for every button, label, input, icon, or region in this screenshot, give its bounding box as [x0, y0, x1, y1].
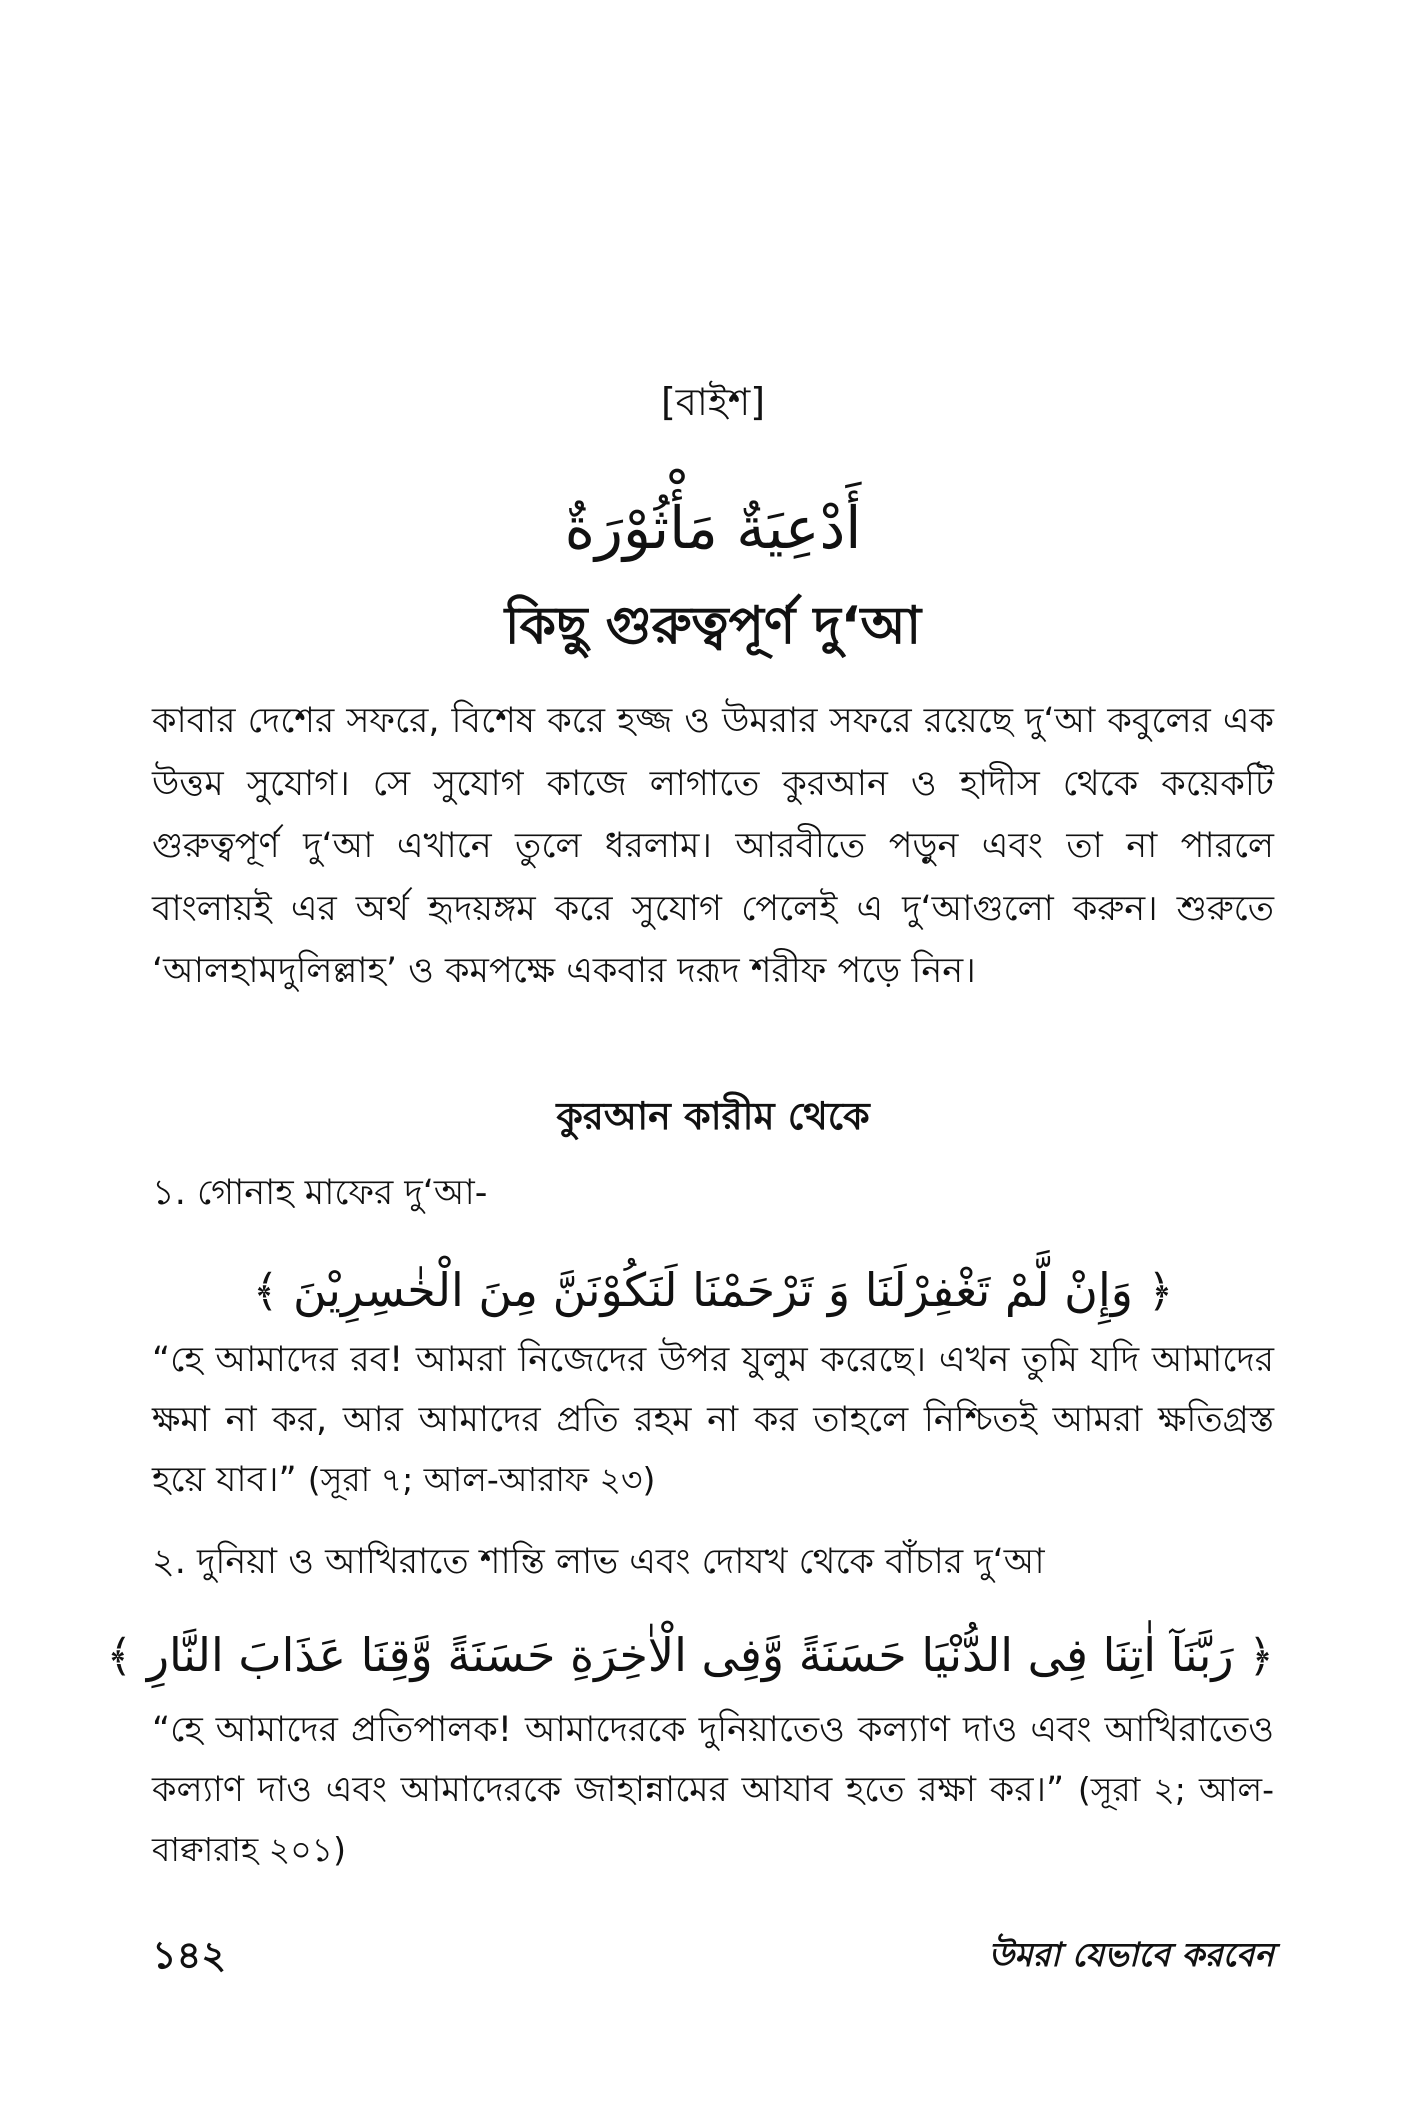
- dua-2-title: ২. দুনিয়া ও আখিরাতে শান্তি লাভ এবং দোযখ থেকে বাঁচার দু‘আ: [152, 1542, 1045, 1582]
- dua-1-translation-text: “হে আমাদের রব! আমরা নিজেদের উপর যুলুম করেছে। এখন তুমি যদি আমাদের ক্ষমা না কর, আর আমাদের প্রতি রহম না কর তাহলে নিশ্চিতই আমরা ক্ষতিগ্রস্ত হয়ে যাব।”: [152, 1340, 1274, 1500]
- verse-open-ornament: ﴿: [1147, 1266, 1174, 1317]
- dua-2-reference: (সূরা ২; আল-বাক্বারাহ ২০১): [152, 1770, 1274, 1869]
- dua-1-arabic-verse: [152, 1250, 1274, 1332]
- dua-1-arabic-text: وَإِنْ لَّمْ تَغْفِرْلَنَا وَ تَرْحَمْنَا لَنَكُوْنَنَّ مِنَ الْخٰسِرِيْنَ: [293, 1263, 1133, 1317]
- chapter-title: কিছু গুরুত্বপূর্ণ দু‘আ: [504, 596, 922, 656]
- dua-2-translation: [152, 1700, 1274, 1880]
- intro-paragraph: কাবার দেশের সফরে, বিশেষ করে হজ্জ ও উমরার সফরে রয়েছে দু‘আ কবুলের এক উত্তম সুযোগ। সে সুযোগ কাজে লাগাতে কুরআন ও হাদীস থেকে কয়েকটি গুরুত্বপূর্ণ দু‘আ এখানে তুলে ধরলাম। আরবীতে পড়ুন এবং তা না পারলে বাংলায়ই এর অর্থ হৃদয়ঙ্গম করে সুযোগ পেলেই এ দু‘আগুলো করুন। শুরুতে ‘আলহামদুলিল্লাহ’ ও কমপক্ষে একবার দরূদ শরীফ পড়ে নিন।: [152, 701, 1274, 991]
- section-heading: কুরআন কারীম থেকে: [556, 1094, 870, 1138]
- book-page: [106, 0, 1274, 2101]
- dua-2-arabic-text: رَبَّنَآ اٰتِنَا فِى الدُّنْيَا حَسَنَةً وَّفِى الْاٰخِرَةِ حَسَنَةً وَّقِنَا عَذَابَ النَّارِ: [146, 1628, 1234, 1682]
- arabic-chapter-title: أَدْعِيَةٌ مَأْثُوْرَةٌ: [564, 494, 862, 562]
- chapter-number: [বাইশ]: [660, 380, 766, 424]
- dua-1-reference: (সূরা ৭; আল-আরাফ ২৩): [307, 1460, 656, 1499]
- dua-1-title: ১. গোনাহ মাফের দু‘আ-: [152, 1173, 488, 1213]
- dua-2-arabic-verse: [106, 1615, 1274, 1697]
- dua-2-translation-text: “হে আমাদের প্রতিপালক! আমাদেরকে দুনিয়াতেও কল্যাণ দাও এবং আখিরাতেও কল্যাণ দাও এবং আমাদেরকে জাহান্নামের আযাব হতে রক্ষা কর।”: [152, 1710, 1274, 1810]
- verse-close-ornament: ﴾: [106, 1631, 133, 1682]
- verse-close-ornament: ﴾: [252, 1266, 279, 1317]
- page-number: ১৪২: [152, 1933, 227, 1977]
- running-book-title: উমরা যেভাবে করবেন: [988, 1935, 1274, 1974]
- dua-1-translation: [152, 1330, 1274, 1510]
- verse-open-ornament: ﴿: [1248, 1631, 1274, 1682]
